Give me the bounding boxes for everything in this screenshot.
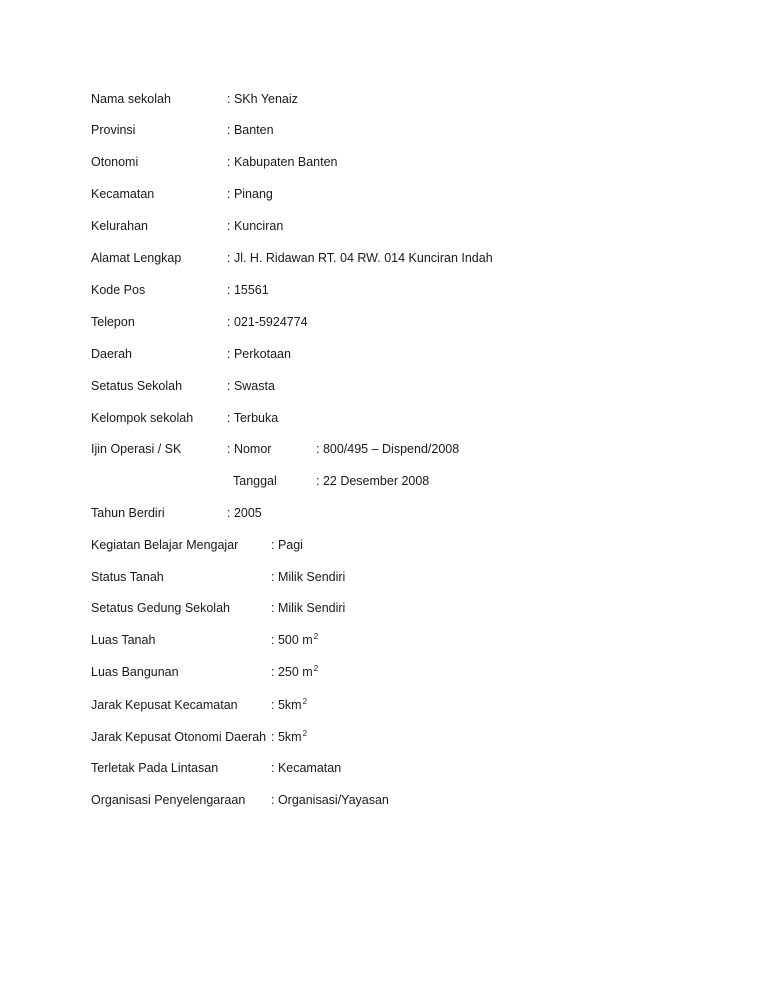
field-value: : 15561 [227, 283, 269, 297]
field-value-text: : 500 m [271, 633, 313, 647]
field-label: Setatus Sekolah [91, 379, 183, 393]
field-label: Ijin Operasi / SK [91, 442, 182, 456]
field-value: : Milik Sendiri [271, 601, 346, 615]
field-label: Telepon [91, 315, 135, 329]
superscript: 2 [302, 697, 308, 706]
field-label: Daerah [91, 347, 132, 361]
field-label: Luas Bangunan [91, 665, 179, 679]
field-label: Kelurahan [91, 219, 148, 233]
field-value [271, 663, 318, 681]
superscript: 2 [313, 664, 319, 673]
field-label: Organisasi Penyelengaraan [91, 793, 246, 807]
field-value: : Pinang [227, 187, 273, 201]
field-value-text: : 250 m [271, 665, 313, 679]
field-value: : 021-5924774 [227, 315, 308, 329]
field-value: : Kecamatan [271, 761, 342, 775]
ijin-nomor-label: : Nomor [227, 442, 272, 456]
field-label: Setatus Gedung Sekolah [91, 601, 230, 615]
field-label: Kegiatan Belajar Mengajar [91, 538, 239, 552]
field-label: Kelompok sekolah [91, 411, 194, 425]
field-value: : Milik Sendiri [271, 570, 346, 584]
field-value: : 2005 [227, 506, 262, 520]
superscript: 2 [313, 632, 319, 641]
field-label: Provinsi [91, 123, 136, 137]
field-label: Luas Tanah [91, 633, 156, 647]
field-value: : SKh Yenaiz [227, 92, 298, 106]
field-value: : Kabupaten Banten [227, 155, 338, 169]
field-value [271, 696, 307, 714]
field-label: Status Tanah [91, 570, 164, 584]
ijin-tanggal-label: Tanggal [233, 474, 277, 488]
field-value: : Banten [227, 123, 274, 137]
field-label: Jarak Kepusat Kecamatan [91, 698, 238, 712]
field-value [271, 728, 307, 746]
field-label: Kecamatan [91, 187, 155, 201]
ijin-tanggal-value: : 22 Desember 2008 [316, 474, 430, 488]
field-label: Nama sekolah [91, 92, 171, 106]
field-label: Otonomi [91, 155, 139, 169]
field-label: Jarak Kepusat Otonomi Daerah [91, 730, 267, 744]
ijin-nomor-value: : 800/495 – Dispend/2008 [316, 442, 460, 456]
field-value-text: : 5km [271, 698, 302, 712]
field-value: : Organisasi/Yayasan [271, 793, 389, 807]
field-value: : Jl. H. Ridawan RT. 04 RW. 014 Kunciran Indah [227, 251, 493, 265]
field-value: : Pagi [271, 538, 303, 552]
field-value: : Terbuka [227, 411, 279, 425]
field-value [271, 631, 318, 649]
superscript: 2 [302, 729, 308, 738]
field-value: : Swasta [227, 379, 275, 393]
field-label: Kode Pos [91, 283, 146, 297]
field-label: Alamat Lengkap [91, 251, 182, 265]
field-label: Tahun Berdiri [91, 506, 165, 520]
field-value: : Perkotaan [227, 347, 291, 361]
field-value-text: : 5km [271, 730, 302, 744]
field-label: Terletak Pada Lintasan [91, 761, 219, 775]
field-value: : Kunciran [227, 219, 284, 233]
